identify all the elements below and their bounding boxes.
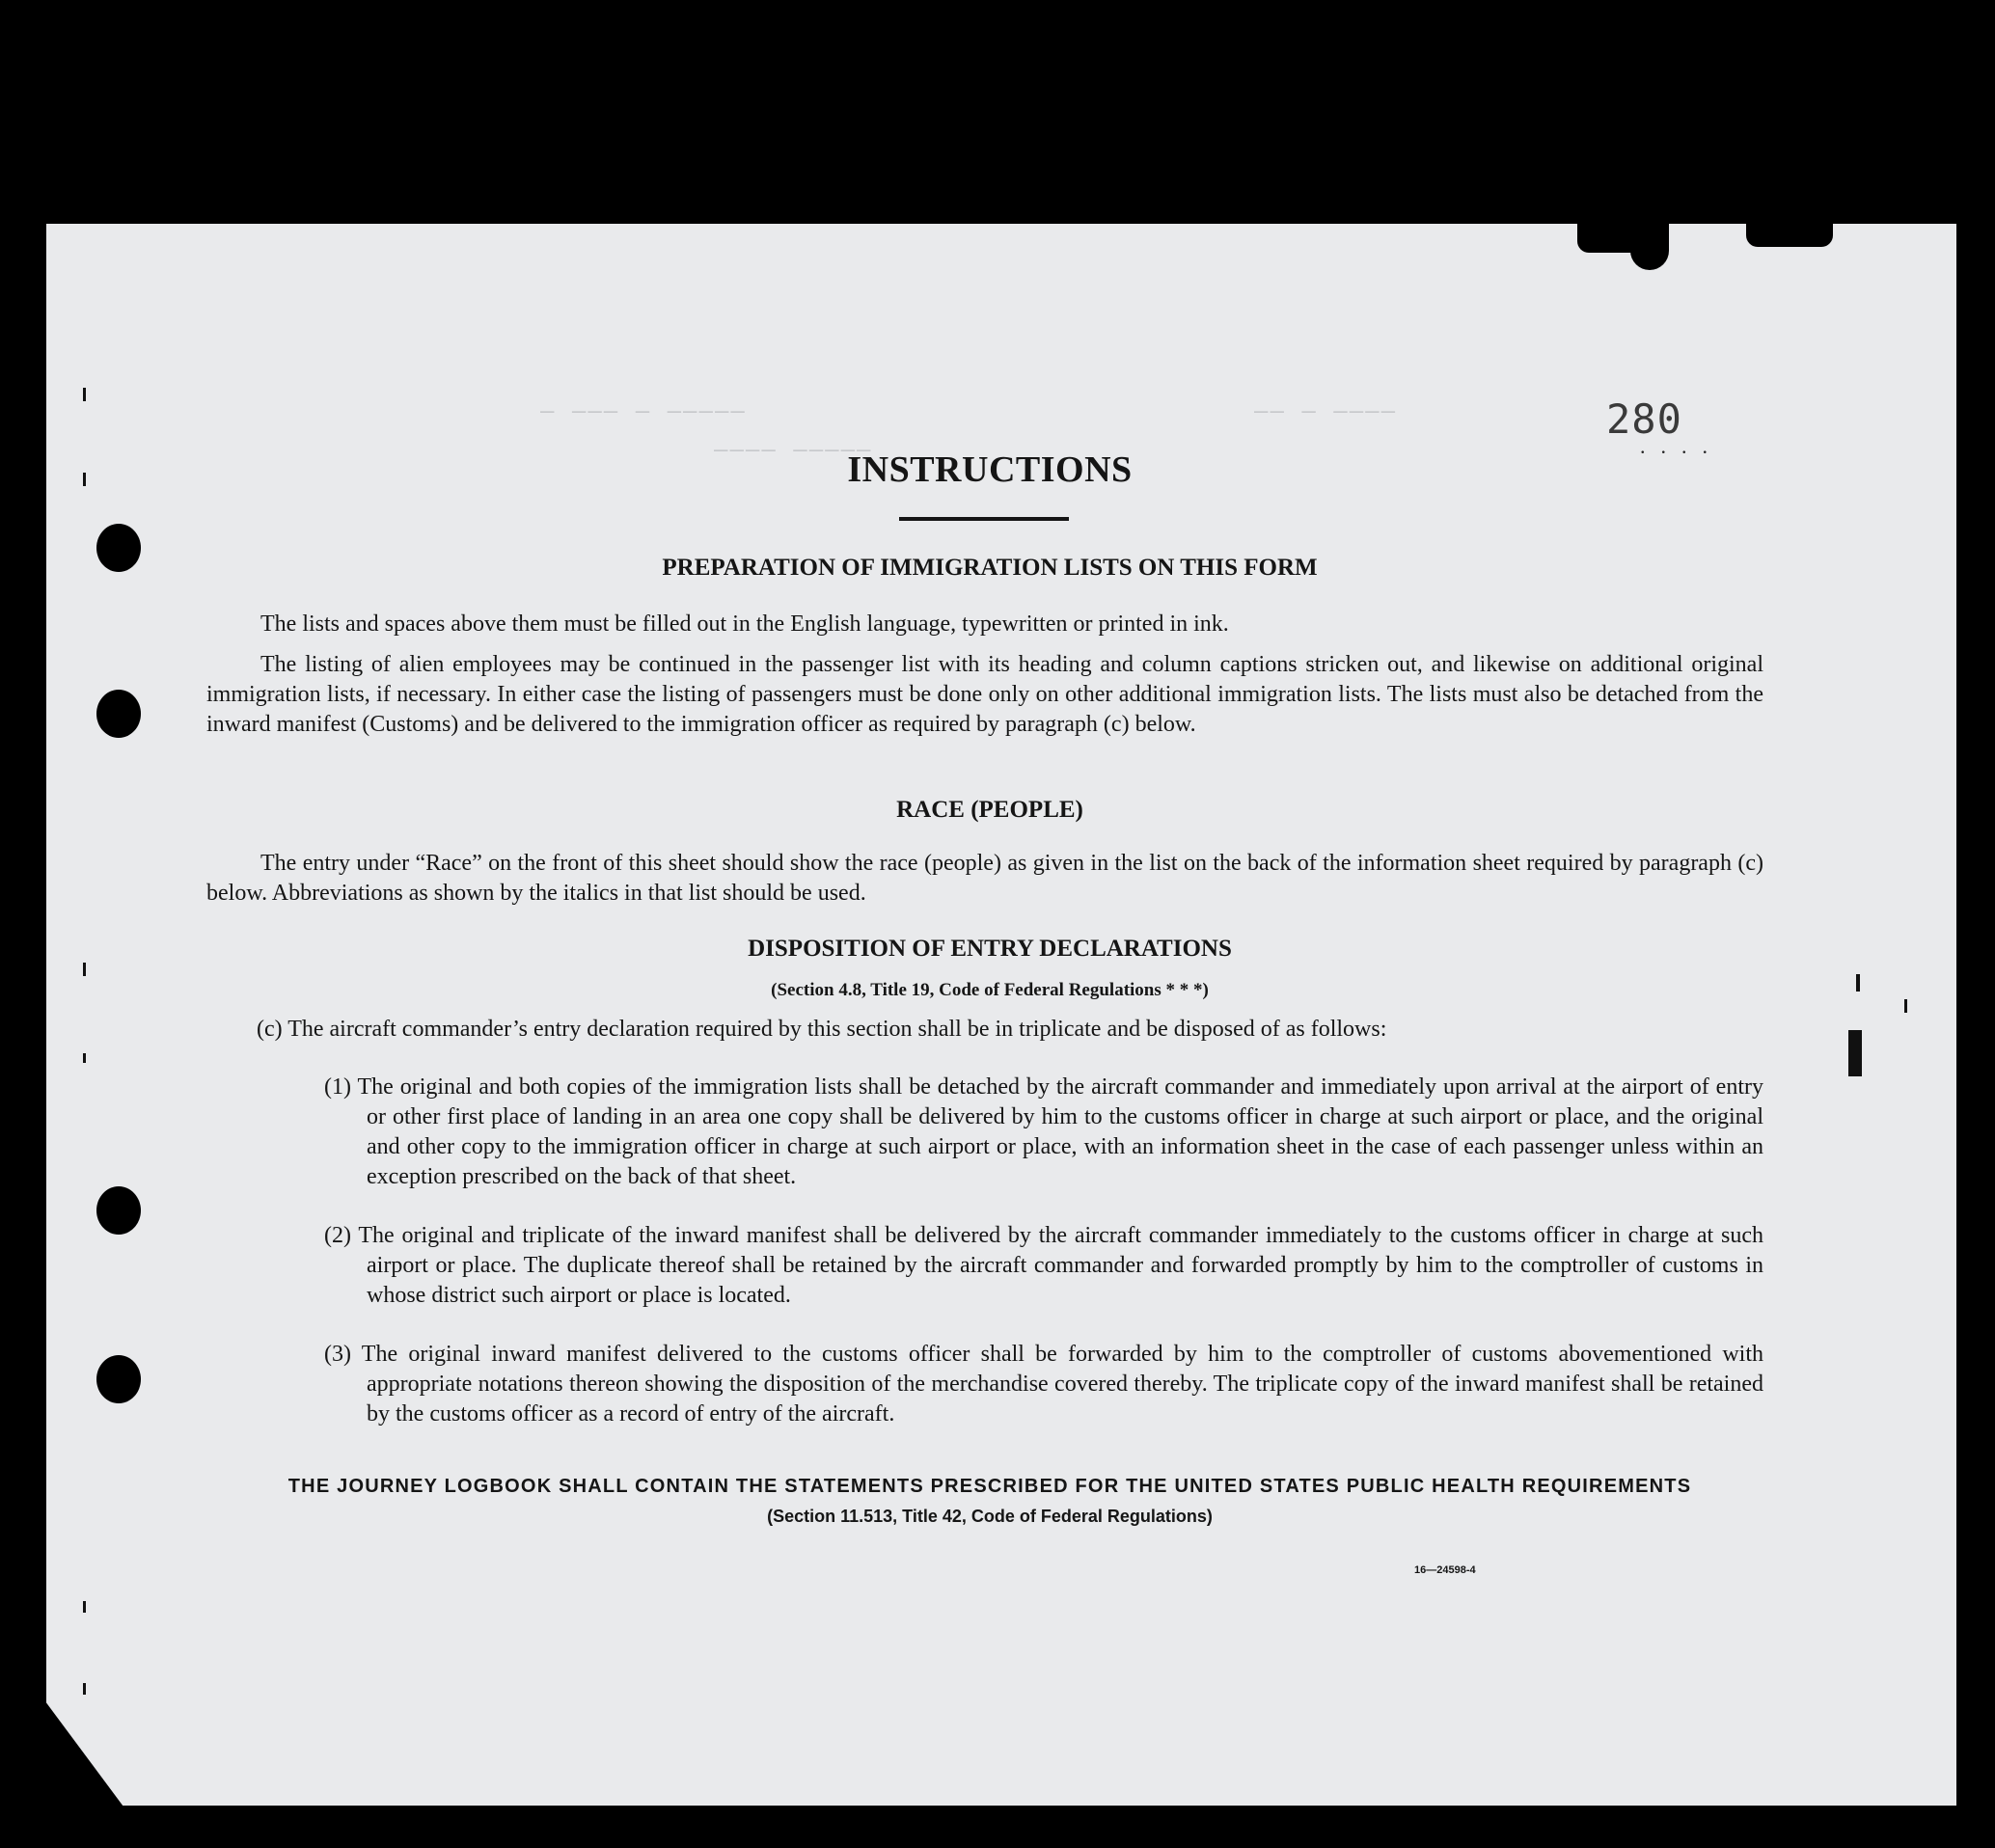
torn-edge (1746, 224, 1833, 247)
preparation-paragraph-2: The listing of alien employees may be continued in the passenger list with its heading and column captions stricken out, and likewise on additional original immigration lists, if necessary. In either case the listing of passengers must be done only on other additional immigration lists. The lists must also be detached from the inward manifest (Customs) and be delivered to the immigration officer as required by paragraph (c) below. (206, 652, 1763, 737)
punch-hole (96, 1186, 141, 1235)
disposition-heading: DISPOSITION OF ENTRY DECLARATIONS (748, 936, 1232, 962)
torn-edge (1630, 224, 1669, 270)
bleed-through-mark: — ——— — ————— (540, 397, 747, 424)
disposition-item-2: (2) The original and triplicate of the inward manifest shall be delivered by the aircraft commander immediately to the customs officer in charge at such airport or place. The duplicate thereof shall be retained by the aircraft commander and forwarded promptly by him to the comptroller of customs in whose district such airport or place is located. (324, 1223, 1763, 1308)
margin-mark (1848, 1030, 1862, 1076)
margin-mark (83, 388, 86, 401)
margin-mark (83, 963, 86, 976)
margin-mark (83, 1683, 86, 1695)
disposition-item-1: (1) The original and both copies of the immigration lists shall be detached by the aircraft commander and immediately upon arrival at the airport of entry or other first place of landing in an area one copy shall be delivered by him to the customs officer in charge at such airport or place, and the original and other copy to the immigration officer in charge at such airport or place, with an information sheet in the case of each passenger unless within an exception prescribed on the back of that sheet. (324, 1074, 1763, 1189)
footer-citation: (Section 11.513, Title 42, Code of Federal Regulations) (767, 1507, 1213, 1526)
punch-hole (96, 690, 141, 738)
race-heading: RACE (PEOPLE) (896, 797, 1083, 823)
punch-hole (96, 1355, 141, 1403)
page-title: INSTRUCTIONS (847, 449, 1133, 490)
margin-mark (1904, 999, 1907, 1013)
dot-leader: .... (1640, 434, 1723, 458)
disposition-citation: (Section 4.8, Title 19, Code of Federal Regulations * * *) (771, 980, 1209, 1000)
bleed-through-mark: ———— ————— (714, 436, 873, 463)
preparation-heading: PREPARATION OF IMMIGRATION LISTS ON THIS FORM (662, 555, 1318, 581)
page-number: 280 (1606, 395, 1682, 443)
form-code: 16—24598-4 (1414, 1564, 1476, 1576)
margin-mark (83, 1053, 86, 1063)
disposition-item-3: (3) The original inward manifest delivered to the customs officer shall be forwarded by him to the comptroller of customs abovementioned with appropriate notations thereon showing the disposition of the merchandise covered thereby. The triplicate copy of the inward manifest shall be retained by the customs officer as a record of entry of the aircraft. (324, 1342, 1763, 1427)
disposition-lead-paragraph: (c) The aircraft commander’s entry declaration required by this section shall be in triplicate and be disposed of as follows: (257, 1017, 1387, 1042)
race-paragraph: The entry under “Race” on the front of this sheet should show the race (people) as given in the list on the back of the information sheet required by paragraph (c) below. Abbreviations as shown by the italics in that list should be used. (206, 851, 1763, 906)
margin-mark (83, 1601, 86, 1613)
preparation-paragraph-1: The lists and spaces above them must be filled out in the English language, typewritten or printed in ink. (260, 611, 1229, 637)
bleed-through-mark: —— — ———— (1254, 397, 1398, 424)
footer-notice: THE JOURNEY LOGBOOK SHALL CONTAIN THE STATEMENTS PRESCRIBED FOR THE UNITED STATES PUBLIC HEALTH REQUIREMENTS (287, 1476, 1692, 1497)
title-underline (899, 517, 1069, 521)
